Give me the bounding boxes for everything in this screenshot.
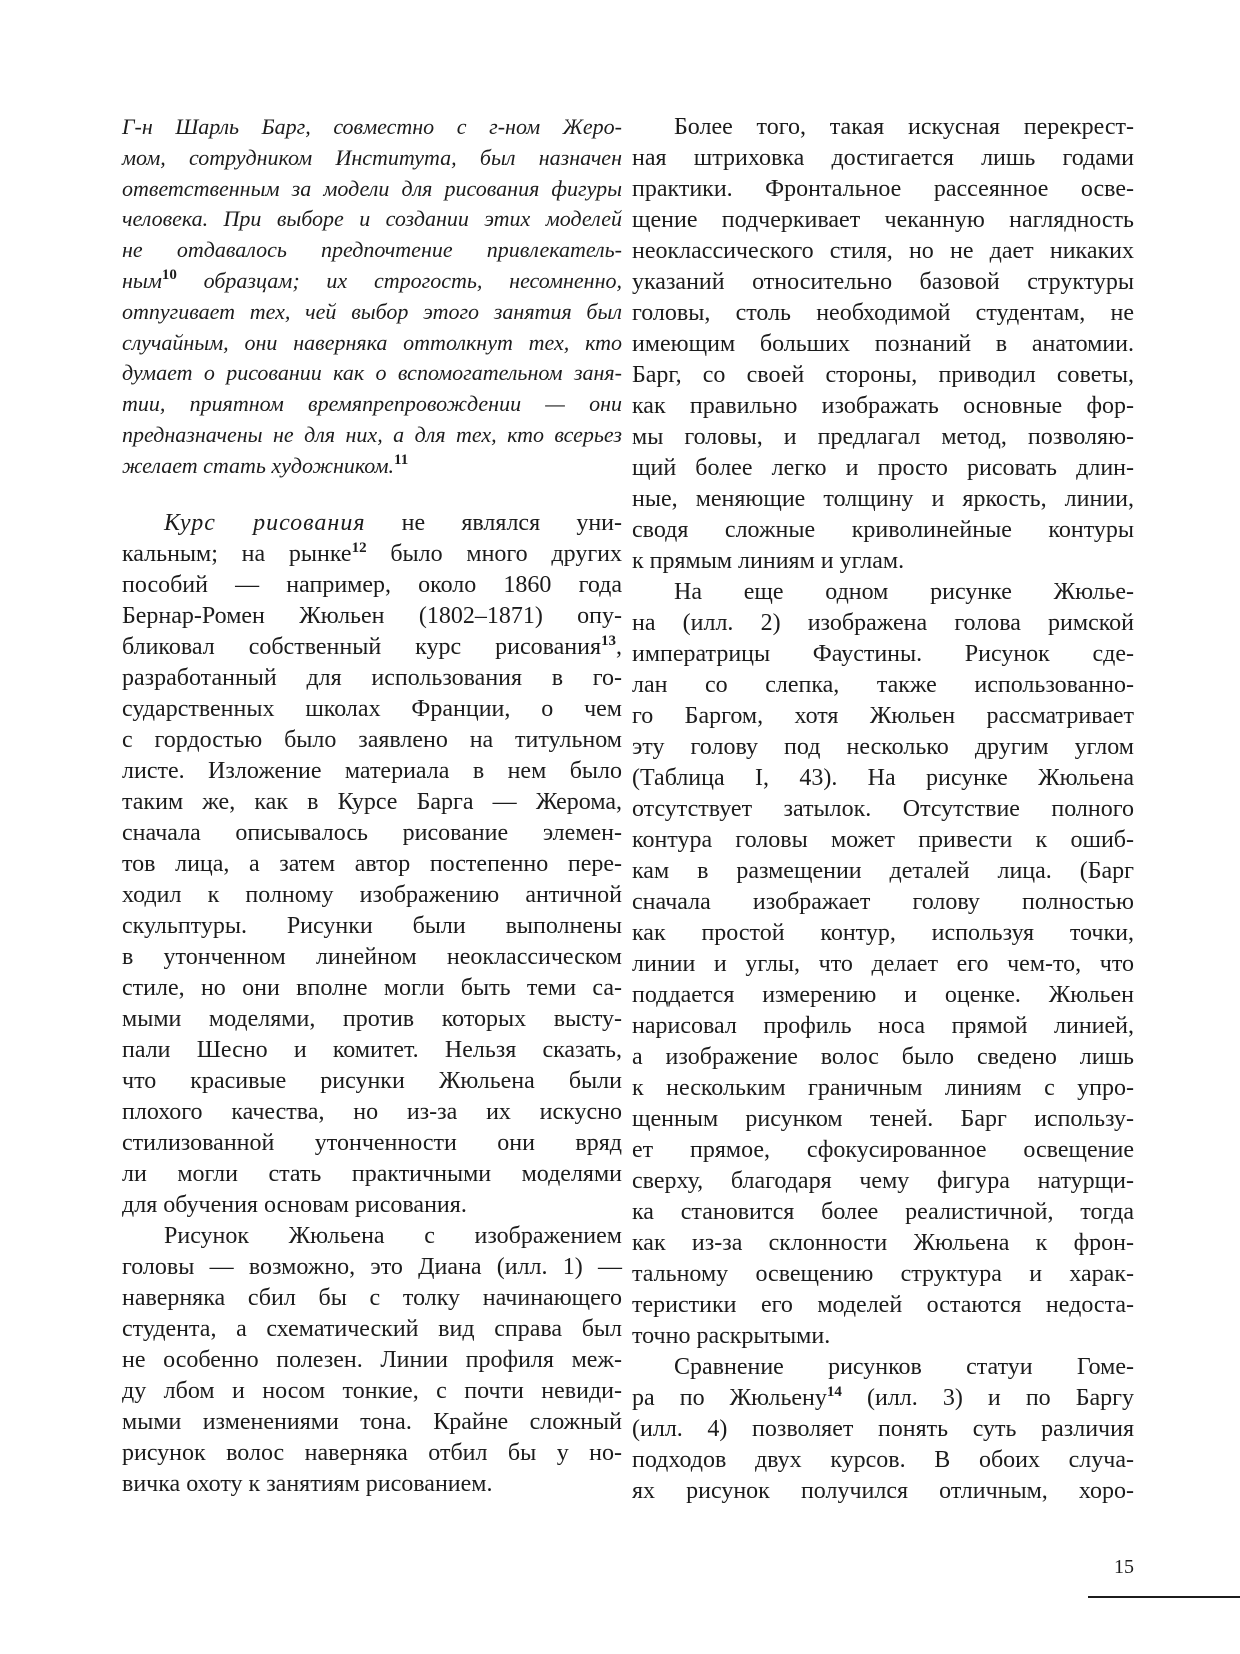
body-line: го Баргом, хотя Жюльен рассматривает [632, 703, 1134, 729]
quote-line: отпугивает тех, чей выбор этого занятия был [122, 298, 622, 324]
quote-line: случайным, они наверняка оттолкнут тех, кто [122, 329, 622, 355]
body-line: сначала описывалось рисование элемен- [122, 819, 622, 846]
body-line: головы, столь необходимой студентам, не [632, 300, 1134, 326]
body-text: было много других [366, 540, 623, 567]
body-line: ные, меняющие толщину и яркость, линии, [632, 486, 1134, 512]
body-line: сначала изображает голову полностью [632, 889, 1134, 915]
body-line: указаний относительно базовой структуры [632, 269, 1134, 295]
quote-line [122, 266, 622, 297]
body-line: не особенно полезен. Линии профиля меж- [122, 1346, 622, 1373]
body-line: студента, а схематический вид справа был [122, 1315, 622, 1342]
body-line: ка становится более реалистичной, тогда [632, 1199, 1134, 1225]
body-line: в утонченном линейном неоклассическом [122, 943, 622, 970]
body-line: к нескольким граничным линиям с упро- [632, 1075, 1134, 1101]
body-line: пали Шесно и комитет. Нельзя сказать, [122, 1036, 622, 1063]
body-line: стилизованной утонченности они вряд [122, 1129, 622, 1156]
body-line: как из-за склонности Жюльена к фрон- [632, 1230, 1134, 1256]
body-line: мы головы, и предлагал метод, позволяю- [632, 424, 1134, 450]
body-line: как правильно изображать основные фор- [632, 393, 1134, 419]
left-column [122, 112, 622, 1500]
body-line: плохого качества, но из-за их искусно [122, 1098, 622, 1125]
body-line: стиле, но они вполне могли быть теми са- [122, 974, 622, 1001]
body-line: имеющим больших познаний в анатомии. [632, 331, 1134, 357]
body-line: для обучения основам рисования. [122, 1191, 467, 1218]
body-text: , [616, 633, 622, 660]
body-line: мыми изменениями тона. Крайне сложный [122, 1408, 622, 1435]
body-line: ли могли стать практичными моделями [122, 1160, 622, 1187]
body-line: листе. Изложение материала в нем было [122, 757, 622, 784]
body-line: мыми моделями, против которых высту- [122, 1005, 622, 1032]
quote-line: человека. При выборе и создании этих моделей [122, 206, 622, 232]
block-quote [122, 112, 622, 482]
body-line: таким же, как в Курсе Барга — Жерома, [122, 788, 622, 815]
body-line: с гордостью было заявлено на титульном [122, 726, 622, 753]
body-line: Сравнение рисунков статуи Гоме- [674, 1354, 1134, 1380]
body-line: поддается измерению и оценке. Жюльен [632, 982, 1134, 1008]
body-line: (илл. 4) позволяет понять суть различия [632, 1416, 1134, 1442]
quote-line: предназначены не для них, а для тех, кто всерьез [122, 421, 622, 447]
footnote-ref-11[interactable]: 11 [394, 451, 409, 468]
body-line: ходил к полному изображению античной [122, 881, 622, 908]
body-line: неоклассического стиля, но не дает никаких [632, 238, 1134, 264]
body-line: скульптуры. Рисунки были выполнены [122, 912, 622, 939]
body-line: наверняка сбил бы с толку начинающего [122, 1284, 622, 1311]
body-line: щение подчеркивает чеканную наглядность [632, 207, 1134, 233]
body-text: не являлся уни- [365, 509, 622, 536]
body-line: ет прямое, сфокусированное освещение [632, 1137, 1134, 1163]
body-line: На еще одном рисунке Жюлье- [674, 579, 1134, 605]
body-line: Более того, такая искусная перекрест- [674, 114, 1134, 140]
body-line: ная штриховка достигается лишь годами [632, 145, 1134, 171]
footnote-ref-14[interactable]: 14 [826, 1384, 842, 1400]
body-line: как простой контур, используя точки, [632, 920, 1134, 946]
body-text-left [122, 508, 622, 1500]
body-line [632, 1383, 1134, 1414]
body-line: Рисунок Жюльена с изображением [164, 1222, 622, 1249]
body-line: сударственных школах Франции, о чем [122, 695, 622, 722]
quote-line: тии, приятном времяпрепровождении — они [122, 391, 622, 417]
body-text: ра по Жюльену [632, 1385, 827, 1411]
quote-text: образцам; их строгость, несомненно, [176, 267, 622, 293]
body-line: тов лица, а затем автор постепенно пере- [122, 850, 622, 877]
body-line: отсутствует затылок. Отсутствие полного [632, 796, 1134, 822]
body-line: к прямым линиям и углам. [632, 548, 905, 574]
body-line: щенным рисунком теней. Барг использу- [632, 1106, 1134, 1132]
body-line: пособий — например, около 1860 года [122, 571, 622, 598]
body-line: теристики его моделей остаются недоста- [632, 1292, 1134, 1318]
quote-line: думает о рисовании как о вспомогательном заня- [122, 360, 622, 386]
body-line: разработанный для использования в го- [122, 664, 622, 691]
body-line [122, 508, 622, 539]
quote-text: желает стать художником. [122, 452, 395, 478]
body-line: сводя сложные криволинейные контуры [632, 517, 1134, 543]
page-number-rule [1088, 1596, 1240, 1598]
body-line: щий более легко и просто рисовать длин- [632, 455, 1134, 481]
body-line: на (илл. 2) изображена голова римской [632, 610, 1134, 636]
quote-line: Г-н Шарль Барг, совместно с г-ном Жеро- [122, 114, 622, 139]
body-line: линии и углы, что делает его чем-то, что [632, 951, 1134, 977]
body-line: (Таблица I, 43). На рисунке Жюльена [632, 765, 1134, 791]
body-line: ях рисунок получился отличным, хоро- [632, 1478, 1134, 1504]
footnote-ref-10[interactable]: 10 [161, 266, 177, 283]
right-column [632, 112, 1134, 1507]
body-text: (илл. 3) и по Баргу [841, 1385, 1135, 1411]
book-title: Курс рисования [164, 509, 366, 536]
body-line: точно раскрытыми. [632, 1323, 831, 1349]
body-line: вичка охоту к занятиям рисованием. [122, 1470, 493, 1497]
body-line: Барг, со своей стороны, приводил советы, [632, 362, 1134, 388]
body-line: тальному освещению структура и харак- [632, 1261, 1134, 1287]
footnote-ref-13[interactable]: 13 [601, 632, 616, 649]
body-line: Бернар-Ромен Жюльен (1802–1871) опу- [122, 602, 622, 629]
body-line: кам в размещении деталей лица. (Барг [632, 858, 1134, 884]
page-number: 15 [1114, 1556, 1134, 1578]
body-line: подходов двух курсов. В обоих случа- [632, 1447, 1134, 1473]
quote-line [122, 451, 622, 482]
body-line: что красивые рисунки Жюльена были [122, 1067, 622, 1094]
body-line: нарисовал профиль носа прямой линией, [632, 1013, 1134, 1039]
body-line: ду лбом и носом тонкие, с почти невиди- [122, 1377, 622, 1404]
body-line: а изображение волос было сведено лишь [632, 1044, 1134, 1070]
spacer [122, 482, 622, 508]
body-line: контура головы может привести к ошиб- [632, 827, 1134, 853]
body-line [122, 539, 622, 570]
quote-line: ответственным за модели для рисования фигуры [122, 175, 622, 201]
body-line [122, 632, 622, 663]
body-line: рисунок волос наверняка отбил бы у но- [122, 1439, 622, 1466]
footnote-ref-12[interactable]: 12 [351, 539, 367, 556]
quote-text: ным [122, 267, 162, 293]
body-line: головы — возможно, это Диана (илл. 1) — [122, 1253, 622, 1280]
quote-line: не отдавалось предпочтение привлекатель- [122, 237, 622, 263]
body-line: сверху, благодаря чему фигура натурщи- [632, 1168, 1134, 1194]
body-text: бликовал собственный курс рисования [122, 633, 601, 660]
body-text: кальным; на рынке [122, 540, 352, 567]
body-line: императрицы Фаустины. Рисунок сде- [632, 641, 1134, 667]
quote-line: мом, сотрудником Института, был назначен [122, 144, 622, 170]
body-line: практики. Фронтальное рассеянное осве- [632, 176, 1134, 202]
body-line: эту голову под несколько другим углом [632, 734, 1134, 760]
body-line: лан со слепка, также использованно- [632, 672, 1134, 698]
